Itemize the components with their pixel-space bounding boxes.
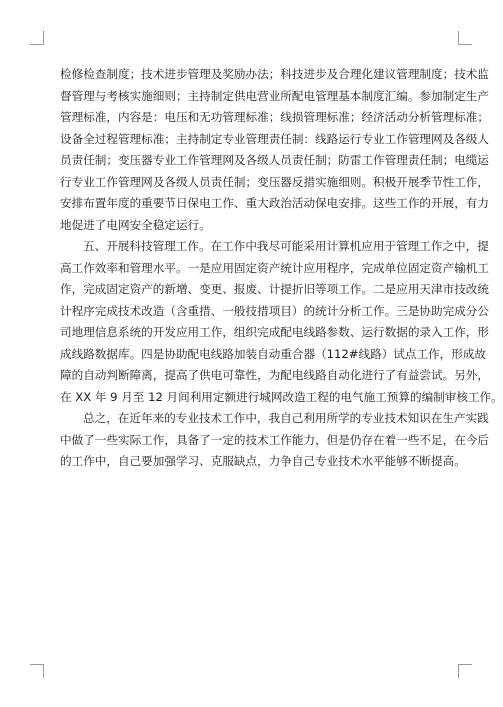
text-line: 总之，在近年来的专业技术工作中，我自己利用所学的专业技术知识在生产实践 xyxy=(83,411,489,425)
crop-mark-bottom-left xyxy=(30,664,44,678)
text-line: 在 XX 年 9 月至 12 月间利用定额进行城网改造工程的电气施工预算的编制审核工作。 xyxy=(60,389,503,404)
text-line: 的工作中，自己要加强学习、克服缺点，力争自己专业技术水平能够不断提高。 xyxy=(60,454,466,468)
text-line: 地促进了电网安全稳定运行。 xyxy=(60,217,211,232)
text-line: 员责任制；变压器专业工作管理网及各级人员责任制；防雷工作管理责任制；电缆运 xyxy=(60,153,489,167)
text-line: 管理标准，内容是：电压和无功管理标准；线损管理标准；经济活动分析管理标准； xyxy=(60,110,489,124)
text-line: 计程序完成技术改造（含重措、一般技措项目）的统计分析工作。三是协助完成分公 xyxy=(60,303,489,318)
text-line: 行专业工作管理网及各级人员责任制；变压器反措实施细则。积极开展季节性工作， xyxy=(60,174,489,189)
crop-mark-bottom-right xyxy=(458,664,472,678)
crop-mark-top-left xyxy=(30,31,44,45)
text-line: 成线路数据库。四是协助配电线路加装自动重合器（112#线路）试点工作，形成故 xyxy=(60,346,487,361)
text-line: 设备全过程管理标准；主持制定专业管理责任制：线路运行专业工作管理网及各级人 xyxy=(60,131,489,146)
text-line: 检修检查制度；技术进步管理及奖励办法；科技进步及合理化建议管理制度；技术监 xyxy=(60,67,489,81)
text-line: 督管理与考核实施细则；主持制定供电营业所配电管理基本制度汇编。参加制定生产 xyxy=(60,88,489,103)
text-line: 司地理信息系统的开发应用工作，组织完成配电线路参数、运行数据的录入工作，形 xyxy=(60,325,489,339)
text-line: 安排布置年度的重要节日保电工作、重大政治活动保电安排。这些工作的开展，有力 xyxy=(60,196,489,210)
text-line: 中做了一些实际工作，具备了一定的技术工作能力，但是仍存在着一些不足，在今后 xyxy=(60,432,489,447)
paragraph xyxy=(60,236,503,408)
document-body xyxy=(60,64,503,473)
text-line: 五、开展科技管理工作。在工作中我尽可能采用计算机应用于管理工作之中，提 xyxy=(83,239,489,253)
text-line: 作，完成固定资产的新增、变更、报废、计提折旧等项工作。二是应用天津市技改统 xyxy=(60,282,489,296)
crop-mark-top-right xyxy=(458,31,472,45)
text-line: 高工作效率和管理水平。一是应用固定资产统计应用程序，完成单位固定资产输机工 xyxy=(60,260,489,275)
paragraph xyxy=(60,64,489,236)
text-line: 障的自动判断障离，提高了供电可靠性，为配电线路自动化进行了有益尝试。另外， xyxy=(60,368,489,382)
paragraph xyxy=(60,408,489,473)
